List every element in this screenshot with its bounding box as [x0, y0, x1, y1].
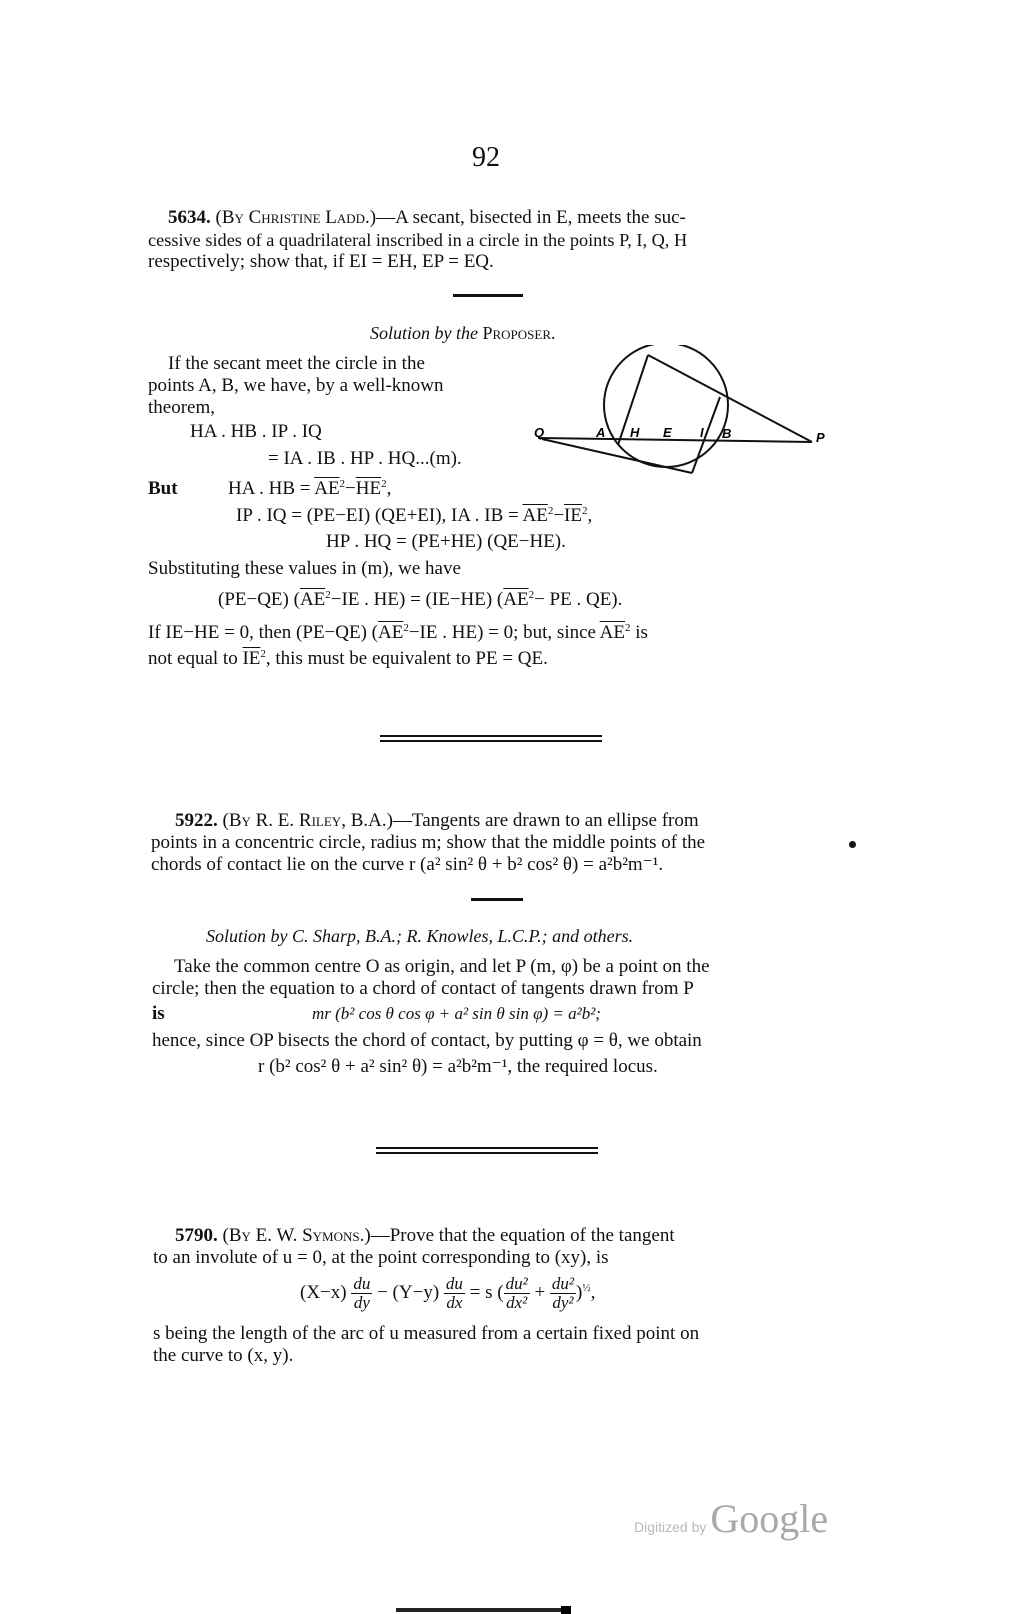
eq-part: If IE−HE = 0, then (PE−QE) (	[148, 622, 379, 643]
digitized-by-watermark	[634, 1495, 828, 1542]
solution-heading-name: Proposer.	[482, 323, 556, 343]
substitution-text: Substituting these values in (m), we have	[148, 558, 461, 579]
fraction-du2-dx2	[504, 1275, 530, 1312]
problem-5634-line-1	[168, 207, 686, 229]
superscript: 2	[260, 648, 266, 660]
solution-text-1: If the secant meet the circle in the	[168, 353, 425, 374]
numerator: du	[445, 1274, 463, 1294]
eq-part: not equal to	[148, 648, 243, 669]
side-line	[692, 397, 720, 473]
diagram-label: Q	[534, 425, 545, 440]
problem-5790-line-3: s being the length of the arc of u measured from a certain fixed point on	[153, 1323, 700, 1344]
problem-author: (By E. W. Symons.)	[222, 1225, 371, 1246]
equation-4: IP . IQ = (PE−EI) (QE+EI), IA . IB = $\overline{AE}^2-\overline{IE}^2$,	[236, 505, 593, 526]
eq-part: is	[630, 622, 648, 643]
problem-5634-line-3: respectively; show that, if EI = EH, EP = EQ.	[148, 251, 494, 272]
short-rule	[453, 294, 523, 297]
but-label: But	[148, 478, 178, 499]
equation-5: HP . HQ = (PE+HE) (QE−HE).	[326, 531, 566, 552]
problem-5922-line-3: chords of contact lie on the curve r (a² sin² θ + b² cos² θ) = a²b²m⁻¹.	[151, 854, 664, 875]
problem-text: —A secant, bisected in E, meets the suc-	[376, 207, 686, 228]
eq-part: IP . IQ = (PE−EI) (QE+EI), IA . IB =	[236, 505, 523, 526]
solution-is: is	[152, 1003, 165, 1024]
double-rule-top	[380, 735, 602, 737]
bottom-edge-block	[561, 1606, 571, 1614]
problem-5790-line-4: the curve to (x, y).	[153, 1345, 294, 1366]
problem-5790-line-2: to an involute of u = 0, at the point corresponding to (xy), is	[153, 1247, 609, 1268]
eq-overline: $\overline{AE}$	[503, 589, 529, 610]
final-line-1	[148, 622, 648, 644]
eq-part: )	[576, 1282, 583, 1303]
double-rule-bottom	[380, 740, 602, 742]
problem-number: 5634.	[168, 207, 211, 228]
numerator: du²	[505, 1274, 528, 1294]
problem-5634-line-2: cessive sides of a quadrilateral inscribed in a circle in the points P, I, Q, H	[148, 230, 688, 250]
denominator: dy	[353, 1293, 370, 1313]
eq-part: HA . HB =	[228, 478, 315, 499]
watermark-prefix: Digitized by	[634, 1519, 707, 1535]
superscript: 2	[547, 505, 554, 517]
eq-part: − (Y−y)	[372, 1282, 440, 1303]
eq-part: −IE . HE) = (IE−HE) (	[330, 589, 504, 610]
denominator: dy²	[552, 1293, 574, 1313]
eq-part: +	[529, 1282, 550, 1303]
but-line	[148, 478, 178, 500]
problem-5922-line-1	[175, 810, 699, 832]
eq-overline: $\overline{AE}$	[314, 478, 340, 499]
solution-heading	[370, 322, 556, 344]
eq-part: , this must be equivalent to PE = QE.	[265, 648, 548, 669]
problem-number: 5922.	[175, 810, 218, 831]
eq-overline: $\overline{AE}$	[599, 622, 625, 643]
superscript: 2	[339, 478, 346, 490]
eq-part: (PE−QE) (	[218, 589, 300, 610]
solution-heading-italic: Solution by the	[370, 323, 478, 343]
tangent-equation	[300, 1270, 595, 1316]
problem-author: (By R. E. Riley, B.A.)	[222, 810, 393, 831]
diagram-label: E	[663, 425, 672, 440]
eq-overline: $\overline{AE}$	[378, 622, 404, 643]
superscript: 2	[528, 589, 535, 601]
solution-text-2: points A, B, we have, by a well-known	[148, 375, 444, 396]
diagram-label: A	[596, 425, 606, 440]
google-logo: Google	[710, 1496, 829, 1541]
problem-author: (By Christine Ladd.)	[215, 207, 377, 228]
double-rule-bottom	[376, 1152, 598, 1154]
diagram-label: H	[630, 425, 640, 440]
exponent: ½	[582, 1282, 591, 1294]
equation-3: HA . HB = $\overline{AE}^2-\overline{HE}^2$,	[228, 478, 392, 499]
superscript: 2	[625, 622, 631, 634]
page-number: 92	[472, 142, 500, 173]
superscript: 2	[325, 589, 331, 601]
superscript: 2	[581, 505, 588, 517]
problem-text: —Prove that the equation of the tangent	[370, 1225, 675, 1246]
solution-text-2: circle; then the equation to a chord of contact of tangents drawn from P	[152, 978, 694, 999]
numerator: du²	[551, 1274, 575, 1294]
fraction-du2-dy2	[550, 1275, 576, 1312]
chord-equation: mr (b² cos θ cos φ + a² sin θ sin φ) = a²b²;	[312, 1004, 601, 1023]
double-rule-top	[376, 1147, 598, 1149]
superscript: 2	[381, 478, 387, 490]
problem-number: 5790.	[175, 1225, 218, 1246]
secant-line	[540, 438, 812, 442]
diagram-label: I	[700, 425, 704, 440]
eq-overline: $\overline{IE}$	[564, 505, 582, 526]
eq-overline: $\overline{AE}$	[522, 505, 548, 526]
problem-5790-line-1	[175, 1225, 675, 1247]
diagram-label: P	[816, 430, 825, 445]
locus-equation: r (b² cos² θ + a² sin² θ) = a²b²m⁻¹, the required locus.	[258, 1056, 658, 1077]
eq-part: = s (	[464, 1282, 504, 1303]
eq-part: −IE . HE) = 0; but, since	[408, 622, 600, 643]
solution-text-3: theorem,	[148, 397, 216, 418]
short-rule	[471, 898, 523, 901]
denominator: dx	[446, 1293, 463, 1313]
eq-part: − PE . QE).	[534, 589, 623, 610]
equation-2: = IA . IB . HP . HQ...(m).	[268, 448, 462, 469]
diagram-label: B	[722, 426, 732, 441]
problem-5922-line-2: points in a concentric circle, radius m; show that the middle points of the	[151, 832, 706, 853]
fraction-du-dx	[444, 1275, 465, 1312]
eq-part: ,	[590, 1282, 596, 1303]
eq-overline: $\overline{IE}$	[242, 648, 261, 669]
eq-part: (X−x)	[300, 1282, 347, 1303]
geometry-diagram	[530, 345, 830, 485]
bottom-edge-mark	[396, 1608, 561, 1612]
equation-1: HA . HB . IP . IQ	[190, 421, 322, 442]
final-line-2	[148, 648, 548, 670]
solution-text-1: Take the common centre O as origin, and let P (m, φ) be a point on the	[174, 956, 710, 977]
denominator: dx²	[506, 1293, 528, 1313]
problem-text: —Tangents are drawn to an ellipse from	[392, 810, 699, 831]
circle	[604, 345, 728, 467]
eq-overline: $\overline{AE}$	[299, 589, 326, 610]
margin-dot	[849, 841, 856, 848]
solution-heading: Solution by C. Sharp, B.A.; R. Knowles, L.C.P.; and others.	[206, 926, 634, 946]
equation-6	[218, 589, 622, 611]
eq-overline: $\overline{HE}$	[355, 478, 382, 499]
solution-text-4: hence, since OP bisects the chord of contact, by putting φ = θ, we obtain	[152, 1030, 702, 1051]
fraction-du-dy	[351, 1275, 372, 1312]
numerator: du	[353, 1274, 371, 1294]
superscript: 2	[403, 622, 409, 634]
